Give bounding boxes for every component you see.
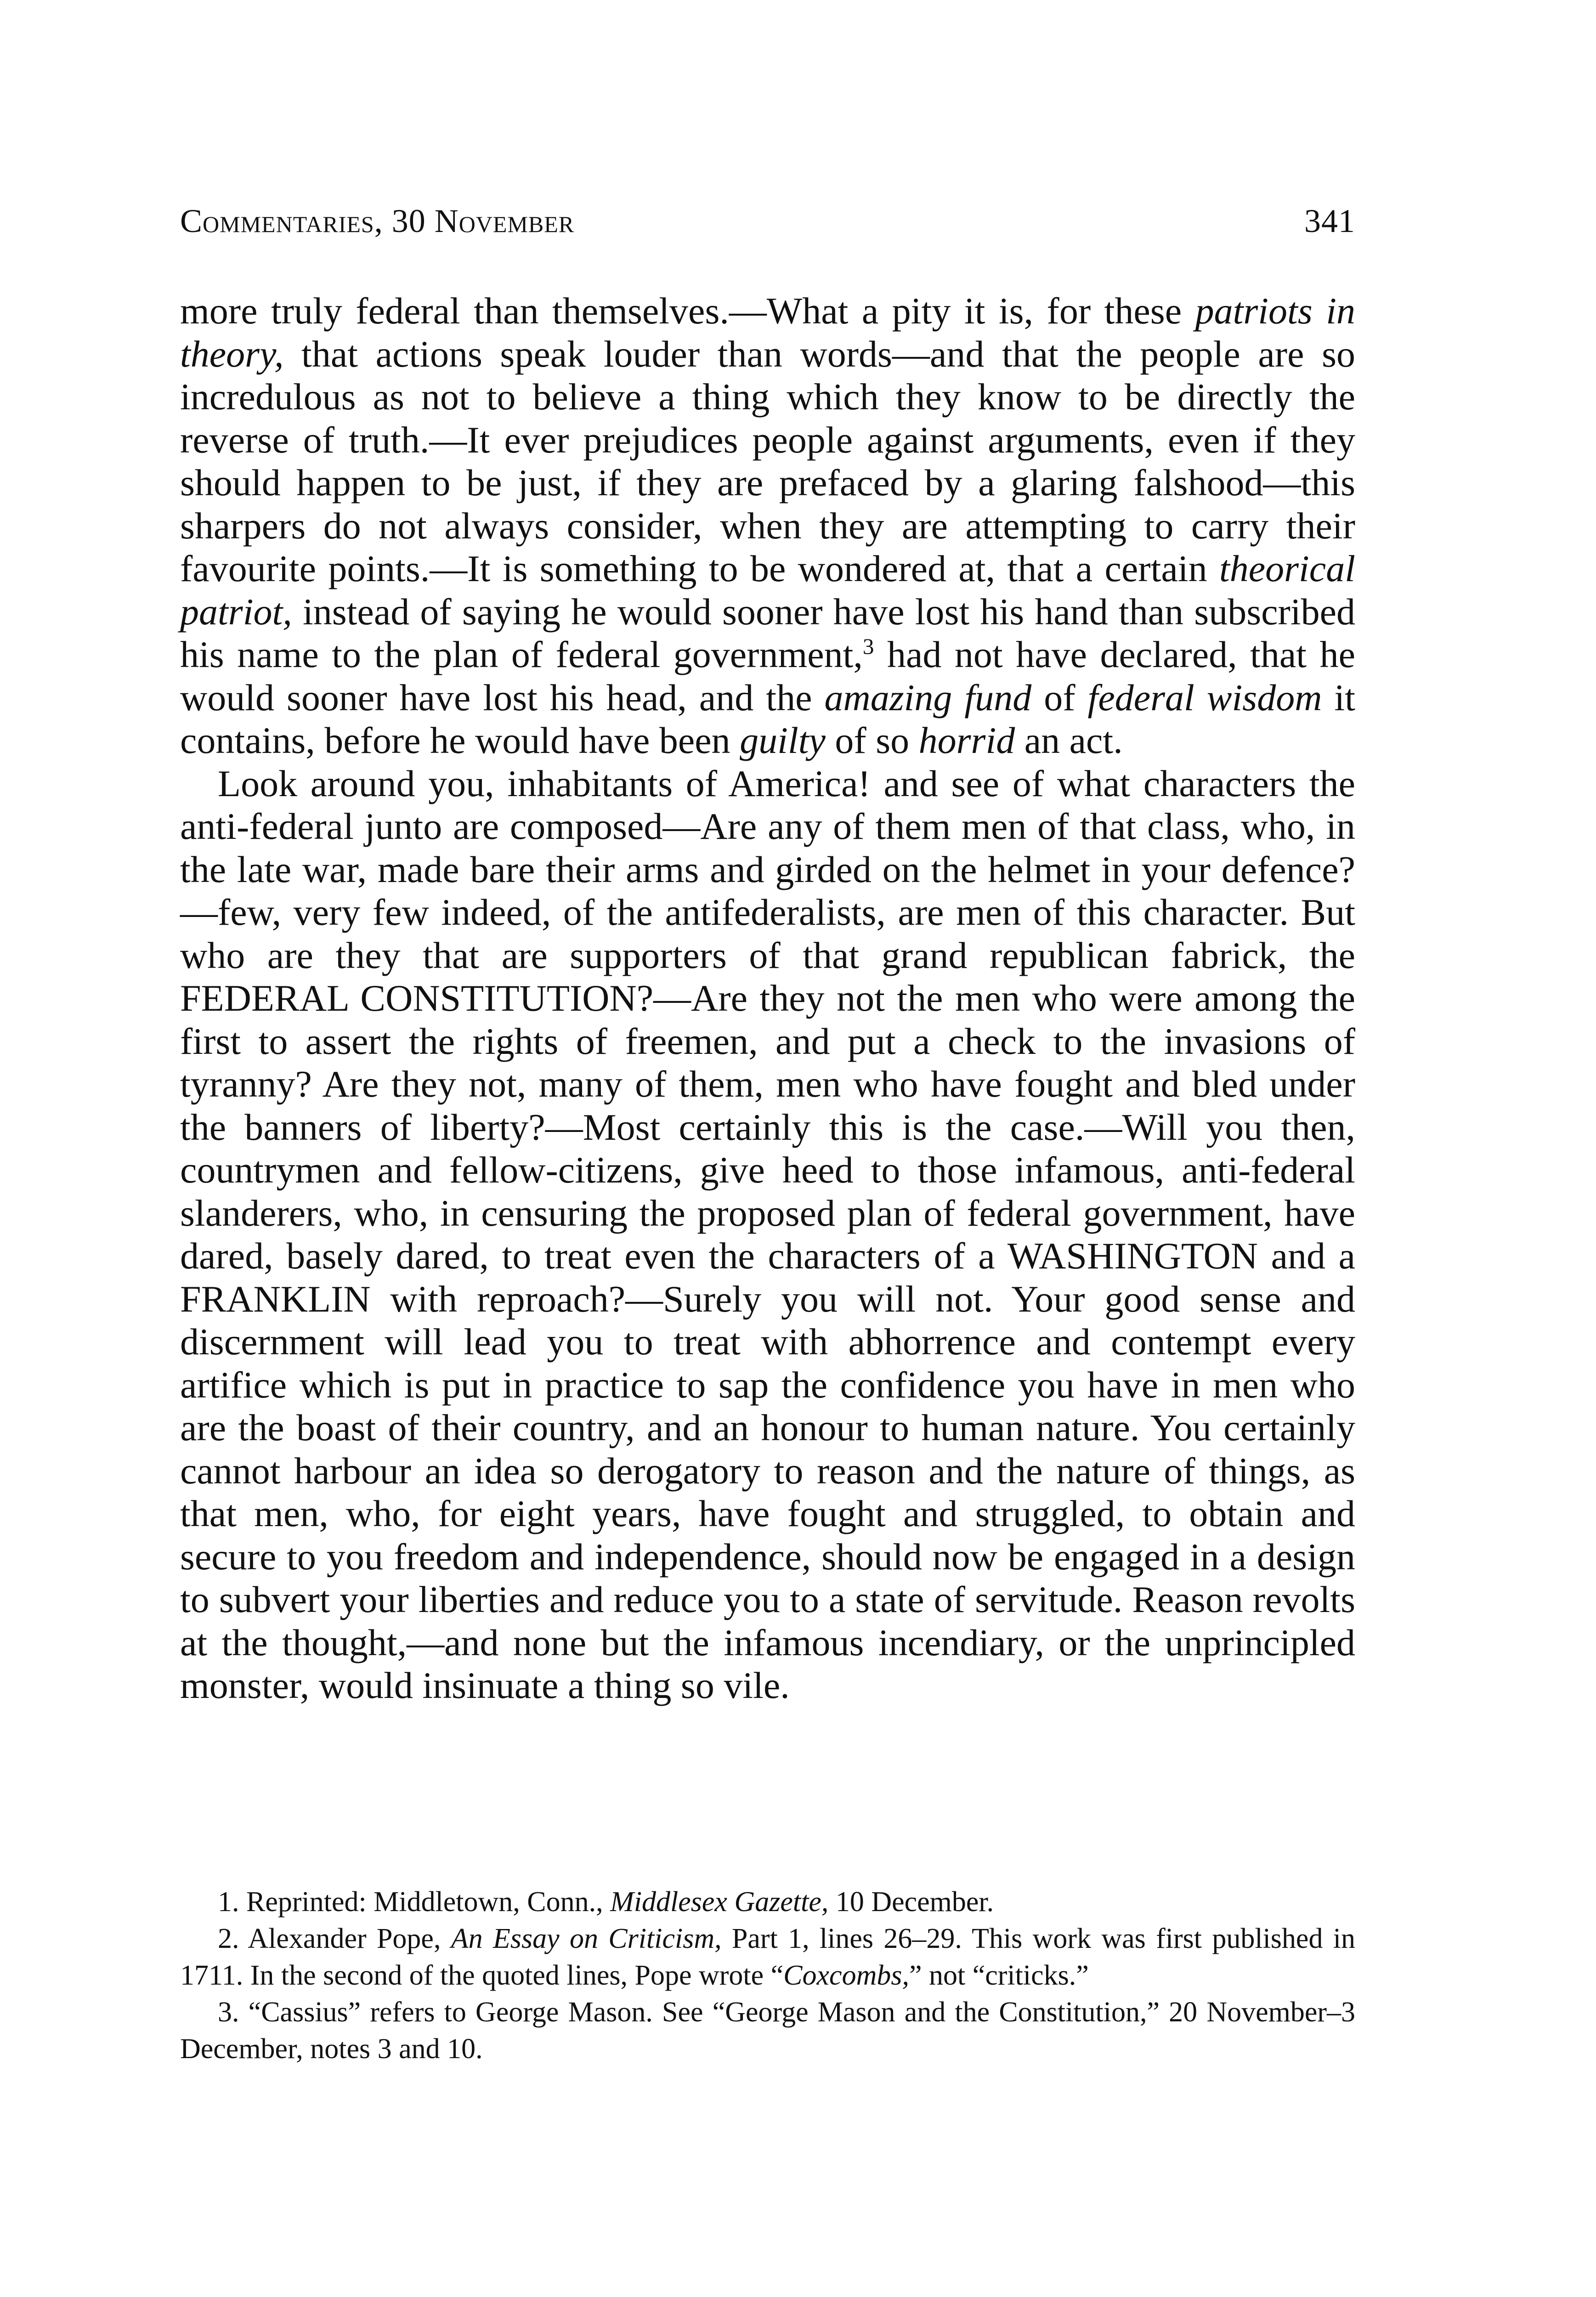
footnote [180, 1884, 1355, 1920]
footnotes [180, 1884, 1355, 2067]
text-run: 2. Alexander Pope, [218, 1923, 451, 1954]
page-number: 341 [1304, 203, 1355, 239]
italic-run: horrid [918, 719, 1015, 761]
body-text [180, 289, 1355, 1707]
paragraph [180, 762, 1355, 1707]
italic-run: Coxcombs, [783, 1960, 909, 1991]
text-run: instead of saying he would sooner have lost his hand than subscribed his name to the plan of federal government, [180, 590, 1355, 675]
paragraph [180, 289, 1355, 762]
text-run: 10 December. [828, 1886, 994, 1918]
text-run: more truly federal than themselves.—What a pity it is, for these [180, 290, 1195, 332]
text-run: 3. “Cassius” refers to George Mason. See “George Mason and the Constitution,” 20 November–3 December, notes 3 and 10. [180, 1997, 1355, 2065]
text-run: ” not “criticks.” [909, 1960, 1089, 1991]
text-run: Look around you, inhabitants of America! and see of what characters the anti-federal junto are composed—Are any of them men of that class, who, in the late war, made bare their arms and girded on the helmet in your defence?—few, very few indeed, of the antifederalists, are men of this character. But who are they that are supporters of that grand republican fabrick, the FEDERAL CONSTITUTION?—Are they not the men who were among the first to assert the rights of freemen, and put a check to the invasions of tyranny? Are they not, many of them, men who have fought and bled under the banners of liberty?—Most certainly this is the case.—Will you then, countrymen and fellow-citizens, give heed to those infamous, anti-federal slanderers, who, in censuring the proposed plan of federal government, have dared, basely dared, to treat even the characters of a WASHINGTON and a FRANKLIN with reproach?—Surely you will not. Your good sense and discernment will lead you to treat with abhorrence and contempt every artifice which is put in practice to sap the confidence you have in men who are the boast of their country, and an honour to human nature. You certainly cannot harbour an idea so derogatory to reason and the nature of things, as that men, who, for eight years, have fought and struggled, to obtain and secure to you freedom and independence, should now be engaged in a design to subvert your liberties and reduce you to a state of servitude. Reason revolts at the thought,—and none but the infamous incendiary, or the unprincipled monster, would insinuate a thing so vile. [180, 762, 1355, 1706]
text-run: of [1031, 676, 1088, 719]
running-head-section: Commentaries, 30 November [180, 203, 575, 239]
text-run: that actions speak louder than words—and that the people are so incredulous as not to believe a thing which they know to be directly the reverse of truth.—It ever prejudices people against arguments, even if they should happen to be just, if they are prefaced by a glaring falshood—this sharpers do not always consider, when they are attempting to carry their favourite points.—It is something to be wondered at, that a certain [180, 333, 1355, 589]
text-run: Part 1, lines 26–29. This work was first published in 1711. In the second of the quoted lines, Pope wrote “ [180, 1923, 1355, 1991]
italic-run: patriots in theory, [180, 290, 1356, 375]
footnote [180, 1920, 1355, 1994]
italic-run: amazing fund [824, 676, 1032, 719]
text-run: 1. Reprinted: Middletown, Conn., [218, 1886, 611, 1918]
text-run: it contains, before he would have been [180, 676, 1355, 761]
text-run: of so [825, 719, 919, 761]
footnote-ref: 3 [862, 634, 874, 659]
italic-run: federal wisdom [1087, 676, 1322, 719]
italic-run: guilty [740, 719, 826, 761]
footnote [180, 1994, 1355, 2067]
italic-run: theorical patriot, [180, 548, 1355, 633]
italic-run: An Essay on Criticism, [451, 1923, 722, 1954]
running-head [180, 202, 1355, 253]
italic-run: Middlesex Gazette, [610, 1886, 829, 1918]
text-run: an act. [1015, 719, 1123, 761]
text-run: had not have declared, that he would sooner have lost his head, and the [180, 634, 1355, 719]
